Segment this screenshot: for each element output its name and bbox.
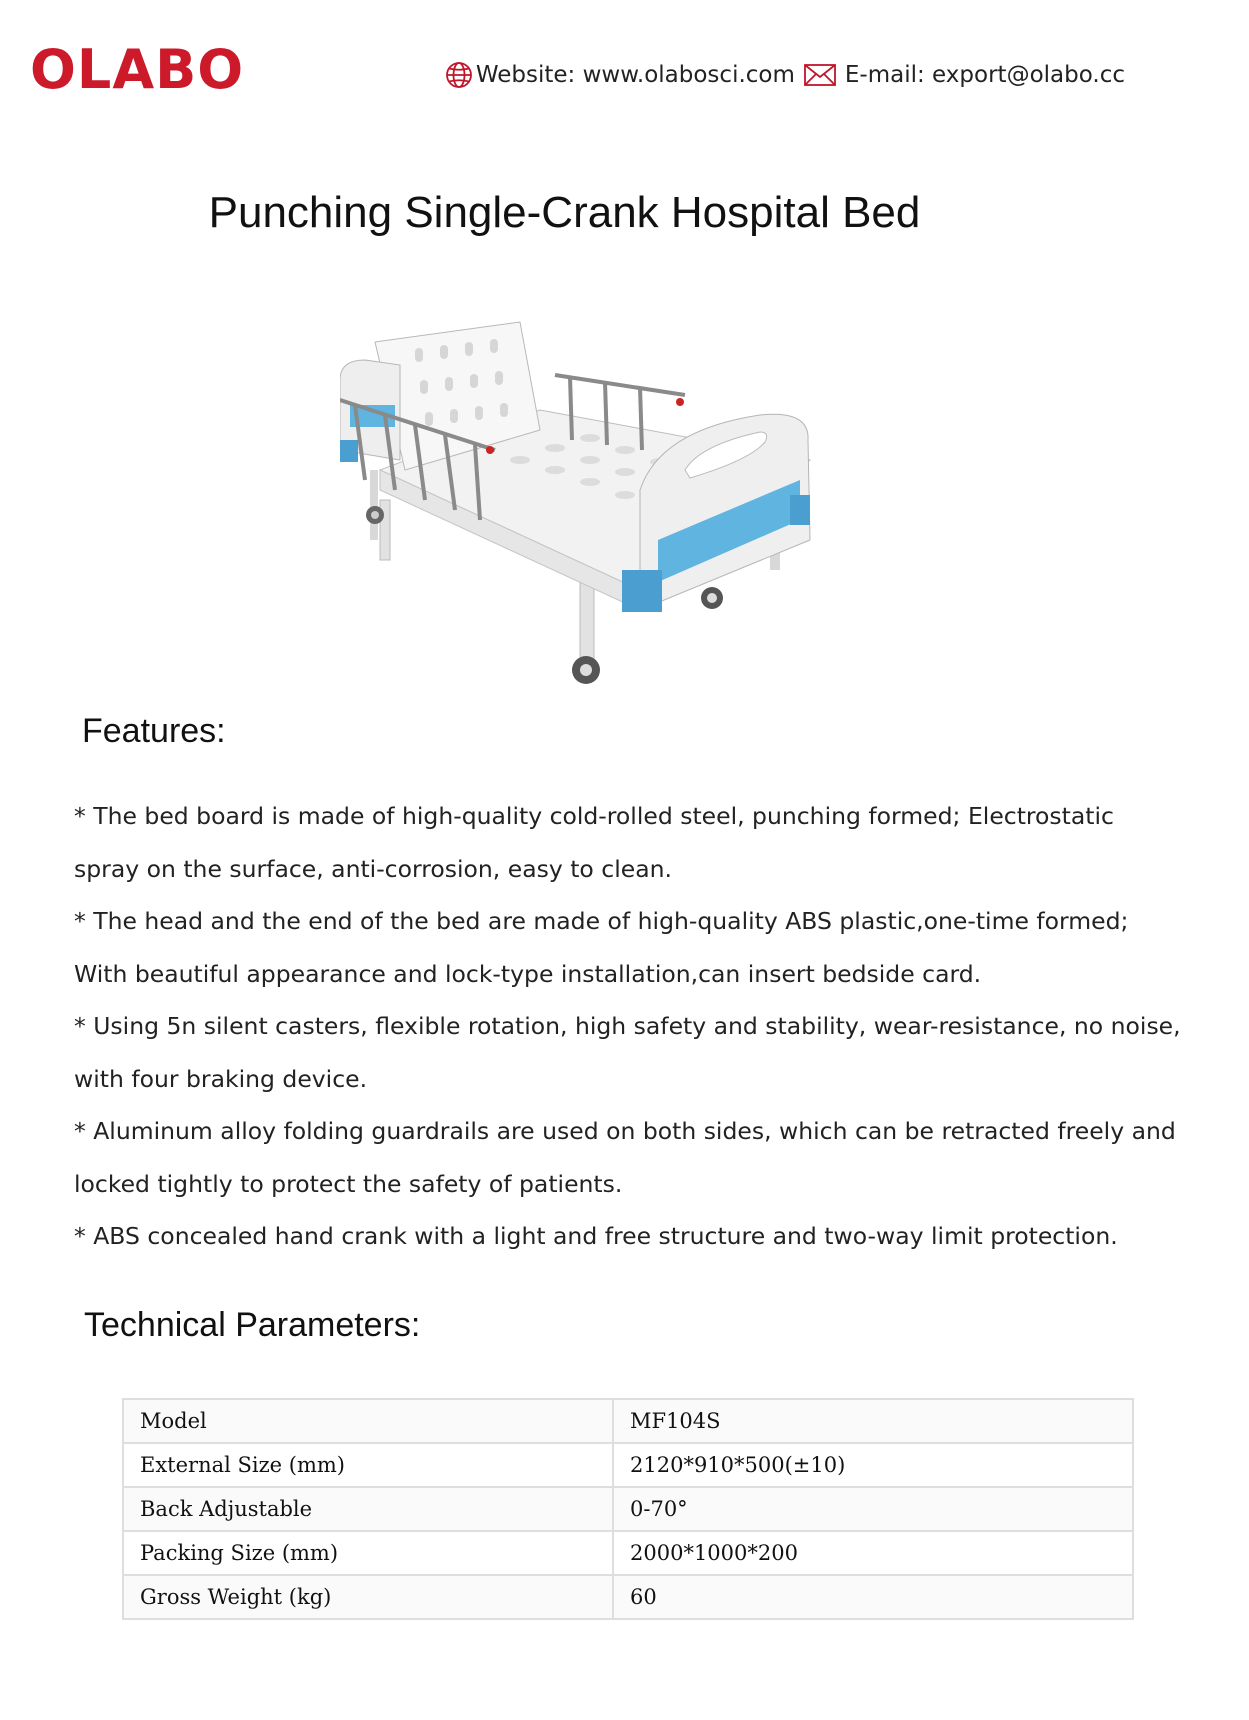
parameter-label: Model [123, 1399, 613, 1443]
technical-parameters-heading: Technical Parameters: [84, 1306, 421, 1344]
contact-info [444, 60, 1125, 90]
table-row [123, 1487, 1133, 1531]
email-link[interactable]: E-mail: export@olabo.cc [844, 62, 1125, 88]
feature-item: * ABS concealed hand crank with a light and free structure and two-way limit protection. [74, 1222, 1118, 1250]
parameter-label: Packing Size (mm) [123, 1531, 613, 1575]
parameter-label: External Size (mm) [123, 1443, 613, 1487]
parameter-label: Gross Weight (kg) [123, 1575, 613, 1619]
parameter-label: Back Adjustable [123, 1487, 613, 1531]
table-row [123, 1531, 1133, 1575]
feature-item: * Using 5n silent casters, flexible rotation, high safety and stability, wear-resistance, no noise, with four braking device. [74, 1012, 1181, 1093]
parameter-value: MF104S [613, 1399, 1133, 1443]
feature-item: * The bed board is made of high-quality cold-rolled steel, punching formed; Electrostatic spray on the surface, anti-corrosion, easy to clean. [74, 802, 1114, 883]
parameter-value: 2120*910*500(±10) [613, 1443, 1133, 1487]
mail-icon [803, 60, 837, 90]
table-row [123, 1575, 1133, 1619]
table-row [123, 1443, 1133, 1487]
table-row [123, 1399, 1133, 1443]
parameter-value: 0-70° [613, 1487, 1133, 1531]
parameters-table [122, 1398, 1134, 1620]
globe-icon [444, 60, 474, 90]
features-list [74, 790, 1184, 1263]
website-link[interactable]: Website: www.olabosci.com [475, 62, 795, 88]
olabo-logo: OLABO [30, 38, 245, 101]
hospital-bed-image [340, 320, 910, 710]
feature-item: * The head and the end of the bed are made of high-quality ABS plastic,one-time formed; With beautiful appearance and lock-type installation,can insert bedside card. [74, 907, 1129, 988]
page-title: Punching Single-Crank Hospital Bed [208, 188, 921, 237]
parameter-value: 2000*1000*200 [613, 1531, 1133, 1575]
feature-item: * Aluminum alloy folding guardrails are used on both sides, which can be retracted freely and locked tightly to protect the safety of patients. [74, 1117, 1176, 1198]
page-header [0, 0, 1249, 150]
parameter-value: 60 [613, 1575, 1133, 1619]
features-heading: Features: [82, 712, 226, 750]
